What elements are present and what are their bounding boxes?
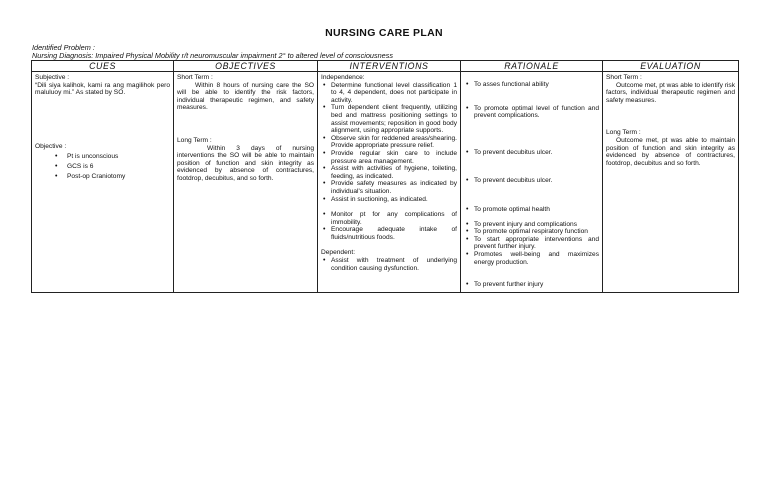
objective-label: Objective :: [35, 142, 67, 150]
list-item: • To promote optimal health: [464, 206, 599, 214]
list-item: • To prevent injury and complications: [464, 221, 599, 229]
evaluation-cell: [603, 72, 739, 293]
list-item: • GCS is 6: [35, 162, 170, 172]
header-interventions: INTERVENTIONS: [318, 61, 461, 72]
objectives-long-text: Within 3 days of nursing interventions the SO will be able to maintain position of function and skin integrity as evidenced by absence of contractures, footdrop, decubitus, and so forth.: [177, 144, 314, 182]
care-plan-table: [31, 60, 739, 293]
list-item: • To prevent decubitus ulcer.: [464, 149, 599, 157]
list-item: • To asses functional ability: [464, 81, 599, 89]
header-evaluation: EVALUATION: [603, 61, 739, 72]
objectives-long-label: Long Term :: [177, 136, 212, 144]
dependent-label: Dependent:: [321, 249, 356, 257]
header-rationale: RATIONALE: [461, 61, 603, 72]
list-item: • Post-op Craniotomy: [35, 172, 170, 182]
evaluation-short-text: Outcome met, pt was able to identify risk factors, individual therapeutic regimen and safety measures.: [606, 81, 735, 104]
subjective-label: Subjective :: [35, 74, 70, 81]
interventions-cell: [318, 72, 461, 293]
identified-problem-label: Identified Problem :: [32, 43, 95, 52]
list-item: • Turn dependent client frequently, utilizing bed and mattress positioning settings to assist movements; reposition in good body alignment, using appropriate supports.: [321, 104, 457, 134]
list-item: • Assist with activities of hygiene, toileting, feeding, as indicated.: [321, 165, 457, 180]
list-item: • Provide safety measures as indicated by individual's situation.: [321, 180, 457, 195]
nursing-diagnosis-label: Nursing Diagnosis: Impaired Physical Mobility r/t neuromuscular impairment 2° to altered level of consciousness: [32, 51, 394, 60]
independent-label: Independence:: [321, 74, 365, 81]
objectives-short-label: Short Term :: [177, 74, 213, 81]
list-item: • To promote optimal respiratory function: [464, 228, 599, 236]
list-item: • Assist in suctioning, as indicated.: [321, 196, 457, 204]
evaluation-short-label: Short Term :: [606, 74, 642, 81]
list-item: • Determine functional level classification 1 to 4, 4 dependent, does not participate in activity.: [321, 82, 457, 105]
list-item: • Provide regular skin care to include pressure area management.: [321, 150, 457, 165]
rationale-list: [464, 81, 599, 289]
list-item: • To prevent decubitus ulcer.: [464, 177, 599, 185]
list-item: • Promotes well-being and maximizes energy production.: [464, 251, 599, 266]
table-header-row: [32, 61, 739, 72]
evaluation-long-text: Outcome met, pt was able to maintain position of function and skin integrity as evidenced by absence of contractures, footdrop, decubitus and so forth.: [606, 136, 735, 167]
list-item: • Assist with treatment of underlying condition causing dysfunction.: [321, 257, 457, 272]
objective-list: [35, 152, 170, 182]
list-item: • To promote optimal level of function and prevent complications.: [464, 105, 599, 120]
list-item: • Observe skin for reddened areas/shearing. Provide appropriate pressure relief.: [321, 135, 457, 150]
subjective-text: “Dili siya kalihok, kami ra ang magilihok pero maluluoy mi.” As stated by SO.: [35, 81, 170, 97]
objectives-short-text: Within 8 hours of nursing care the SO will be able to identify the risk factors, individual therapeutic regimen, and safety measures.: [177, 81, 314, 112]
list-item: • To start appropriate interventions and prevent further injury.: [464, 236, 599, 251]
objectives-cell: [174, 72, 318, 293]
evaluation-long-label: Long Term :: [606, 129, 641, 137]
independent-list: [321, 82, 457, 242]
cues-cell: [32, 72, 174, 293]
page-title: NURSING CARE PLAN: [325, 27, 443, 39]
list-item: • Encourage adequate intake of fluids/nutritious foods.: [321, 226, 457, 241]
list-item: • Monitor pt for any complications of immobility.: [321, 211, 457, 226]
header-objectives: OBJECTIVES: [174, 61, 318, 72]
list-item: • To prevent further injury: [464, 281, 599, 289]
header-cues: CUES: [32, 61, 174, 72]
dependent-list: [321, 257, 457, 272]
list-item: • Pt is unconscious: [35, 152, 170, 162]
table-row: [32, 72, 739, 293]
rationale-cell: [461, 72, 603, 293]
